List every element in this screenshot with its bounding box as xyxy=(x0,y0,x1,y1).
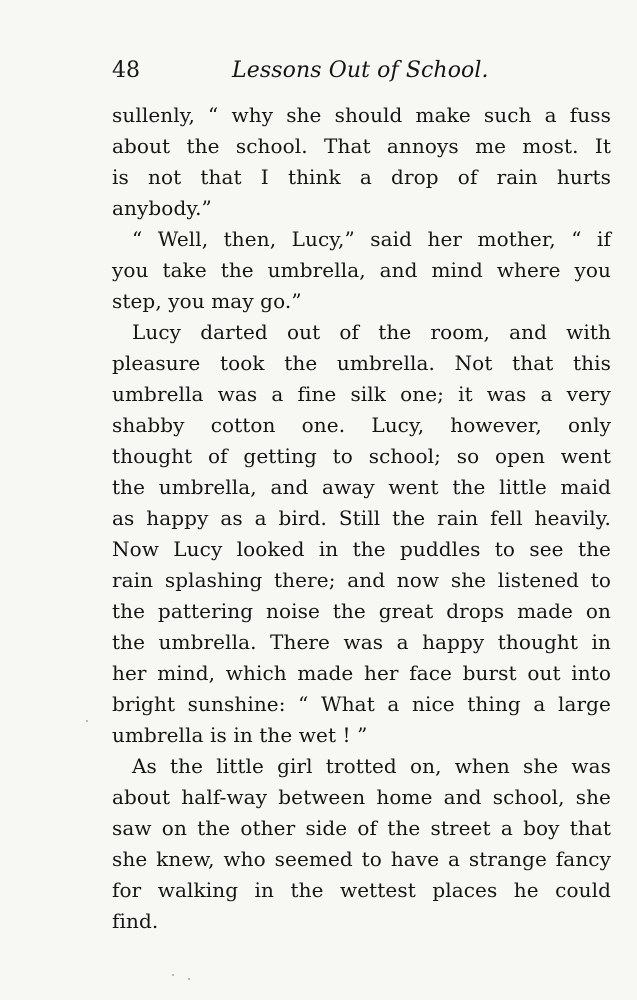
text-line: umbrella was a fine silk one; it was a very xyxy=(112,382,611,406)
text-line: saw on the other side of the street a boy that xyxy=(112,816,611,840)
text-line: the pattering noise the great drops made on xyxy=(112,599,611,623)
text-line: “ Well, then, Lucy,” said her mother, “ if xyxy=(132,227,611,251)
text-line: about half-way between home and school, she xyxy=(112,785,611,809)
text-line: the umbrella. There was a happy thought in xyxy=(112,630,611,654)
text-line: she knew, who seemed to have a strange fancy xyxy=(112,847,611,871)
text-line: her mind, which made her face burst out into xyxy=(112,661,611,685)
text-line: shabby cotton one. Lucy, however, only xyxy=(112,413,611,437)
page-speck xyxy=(86,720,88,722)
text-line: for walking in the wettest places he could xyxy=(112,878,611,902)
page-speck xyxy=(188,978,190,980)
page-speck xyxy=(172,974,174,976)
text-line: about the school. That annoys me most. It xyxy=(112,134,611,158)
text-line: thought of getting to school; so open went xyxy=(112,444,611,468)
text-line: Lucy darted out of the room, and with xyxy=(132,320,611,344)
page-header xyxy=(112,54,611,88)
text-line: step, you may go.” xyxy=(112,289,302,313)
text-line: bright sunshine: “ What a nice thing a large xyxy=(112,692,611,716)
text-line: find. xyxy=(112,909,159,933)
text-line: anybody.” xyxy=(112,196,212,220)
text-line: rain splashing there; and now she listened to xyxy=(112,568,611,592)
text-line: Now Lucy looked in the puddles to see the xyxy=(112,537,611,561)
text-line: is not that I think a drop of rain hurts xyxy=(112,165,611,189)
running-title: Lessons Out of School. xyxy=(232,58,489,83)
text-line: you take the umbrella, and mind where you xyxy=(112,258,611,282)
text-line: umbrella is in the wet ! ” xyxy=(112,723,368,747)
page-number: 48 xyxy=(112,58,140,83)
text-line: sullenly, “ why she should make such a fuss xyxy=(112,103,611,127)
text-line: As the little girl trotted on, when she was xyxy=(132,754,611,778)
text-line: the umbrella, and away went the little maid xyxy=(112,475,611,499)
text-line: as happy as a bird. Still the rain fell heavily. xyxy=(112,506,611,530)
text-line: pleasure took the umbrella. Not that this xyxy=(112,351,611,375)
